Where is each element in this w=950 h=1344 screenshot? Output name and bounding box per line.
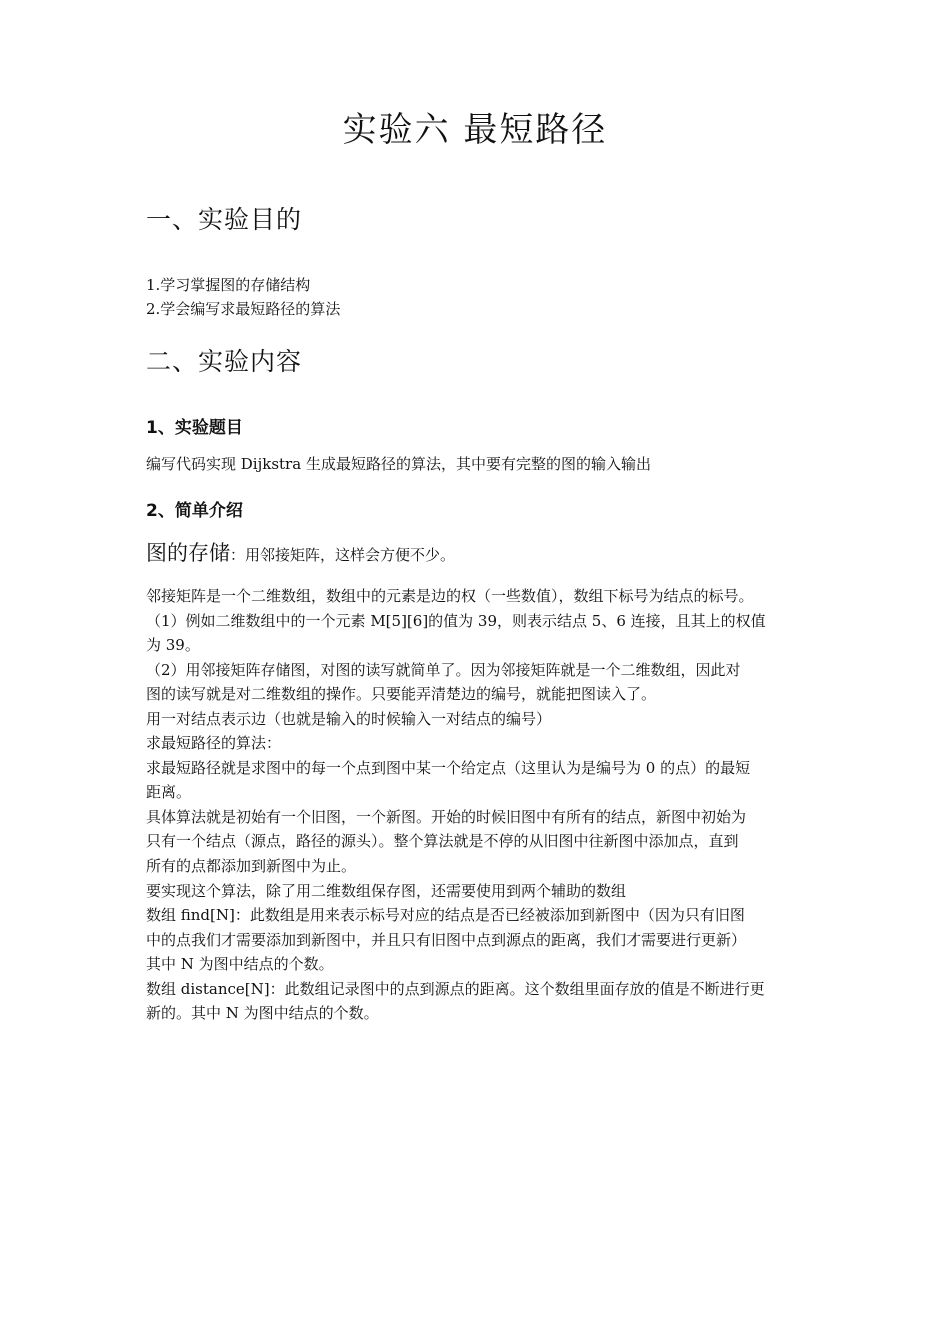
section-heading-purpose: 一、实验目的 <box>146 205 303 234</box>
introduction-line: 数组 find[N]：此数组是用来表示标号对应的结点是否已经被添加到新图中（因为只有旧图 <box>146 906 745 925</box>
introduction-line: 其中 N 为图中结点的个数。 <box>146 955 334 974</box>
introduction-line: 只有一个结点（源点，路径的源头）。整个算法就是不停的从旧图中往新图中添加点，直到 <box>146 832 739 851</box>
introduction-line: 新的。其中 N 为图中结点的个数。 <box>146 1004 379 1023</box>
graph-storage-note: ：用邻接矩阵，这样会方便不少。 <box>230 546 456 564</box>
topic-description: 编写代码实现 Dijkstra 生成最短路径的算法，其中要有完整的图的输入输出 <box>146 455 651 473</box>
subsection-heading-introduction: 2、简单介绍 <box>146 501 243 521</box>
graph-storage-heading: 图的存储 <box>146 541 230 565</box>
introduction-line: 求最短路径的算法： <box>146 734 282 753</box>
introduction-line: 具体算法就是初始有一个旧图，一个新图。开始的时候旧图中有所有的结点，新图中初始为 <box>146 807 747 826</box>
purpose-list <box>146 273 808 321</box>
introduction-line: 中的点我们才需要添加到新图中，并且只有旧图中点到源点的距离，我们才需要进行更新） <box>146 930 747 949</box>
introduction-line: 距离。 <box>146 783 192 802</box>
introduction-line: 数组 distance[N]：此数组记录图中的点到源点的距离。这个数组里面存放的值是不断进行更 <box>146 979 765 998</box>
introduction-line: （2）用邻接矩阵存储图，对图的读写就简单了。因为邻接矩阵就是一个二维数组，因此对 <box>146 660 741 679</box>
introduction-line: 为 39。 <box>146 636 200 655</box>
subsection-heading-topic: 1、实验题目 <box>146 418 243 438</box>
introduction-body <box>146 584 808 1026</box>
purpose-item-1: 1.学习掌握图的存储结构 <box>146 276 311 294</box>
purpose-item-2: 2.学会编写求最短路径的算法 <box>146 300 341 318</box>
introduction-line: 图的读写就是对二维数组的操作。只要能弄清楚边的编号，就能把图读入了。 <box>146 685 657 704</box>
document-title: 实验六 最短路径 <box>342 110 608 150</box>
introduction-line: 求最短路径就是求图中的每一个点到图中某一个给定点（这里认为是编号为 0 的点）的最短 <box>146 758 751 777</box>
section-heading-content: 二、实验内容 <box>146 347 303 376</box>
introduction-line: 用一对结点表示边（也就是输入的时候输入一对结点的编号） <box>146 709 552 728</box>
introduction-line: （1）例如二维数组中的一个元素 M[5][6]的值为 39，则表示结点 5、6 连接，且其上的权值 <box>146 611 766 630</box>
graph-storage-line <box>146 539 826 569</box>
introduction-line: 邻接矩阵是一个二维数组，数组中的元素是边的权（一些数值），数组下标号为结点的标号。 <box>146 587 754 605</box>
introduction-line: 要实现这个算法，除了用二维数组保存图，还需要使用到两个辅助的数组 <box>146 881 627 900</box>
introduction-line: 所有的点都添加到新图中为止。 <box>146 857 357 876</box>
